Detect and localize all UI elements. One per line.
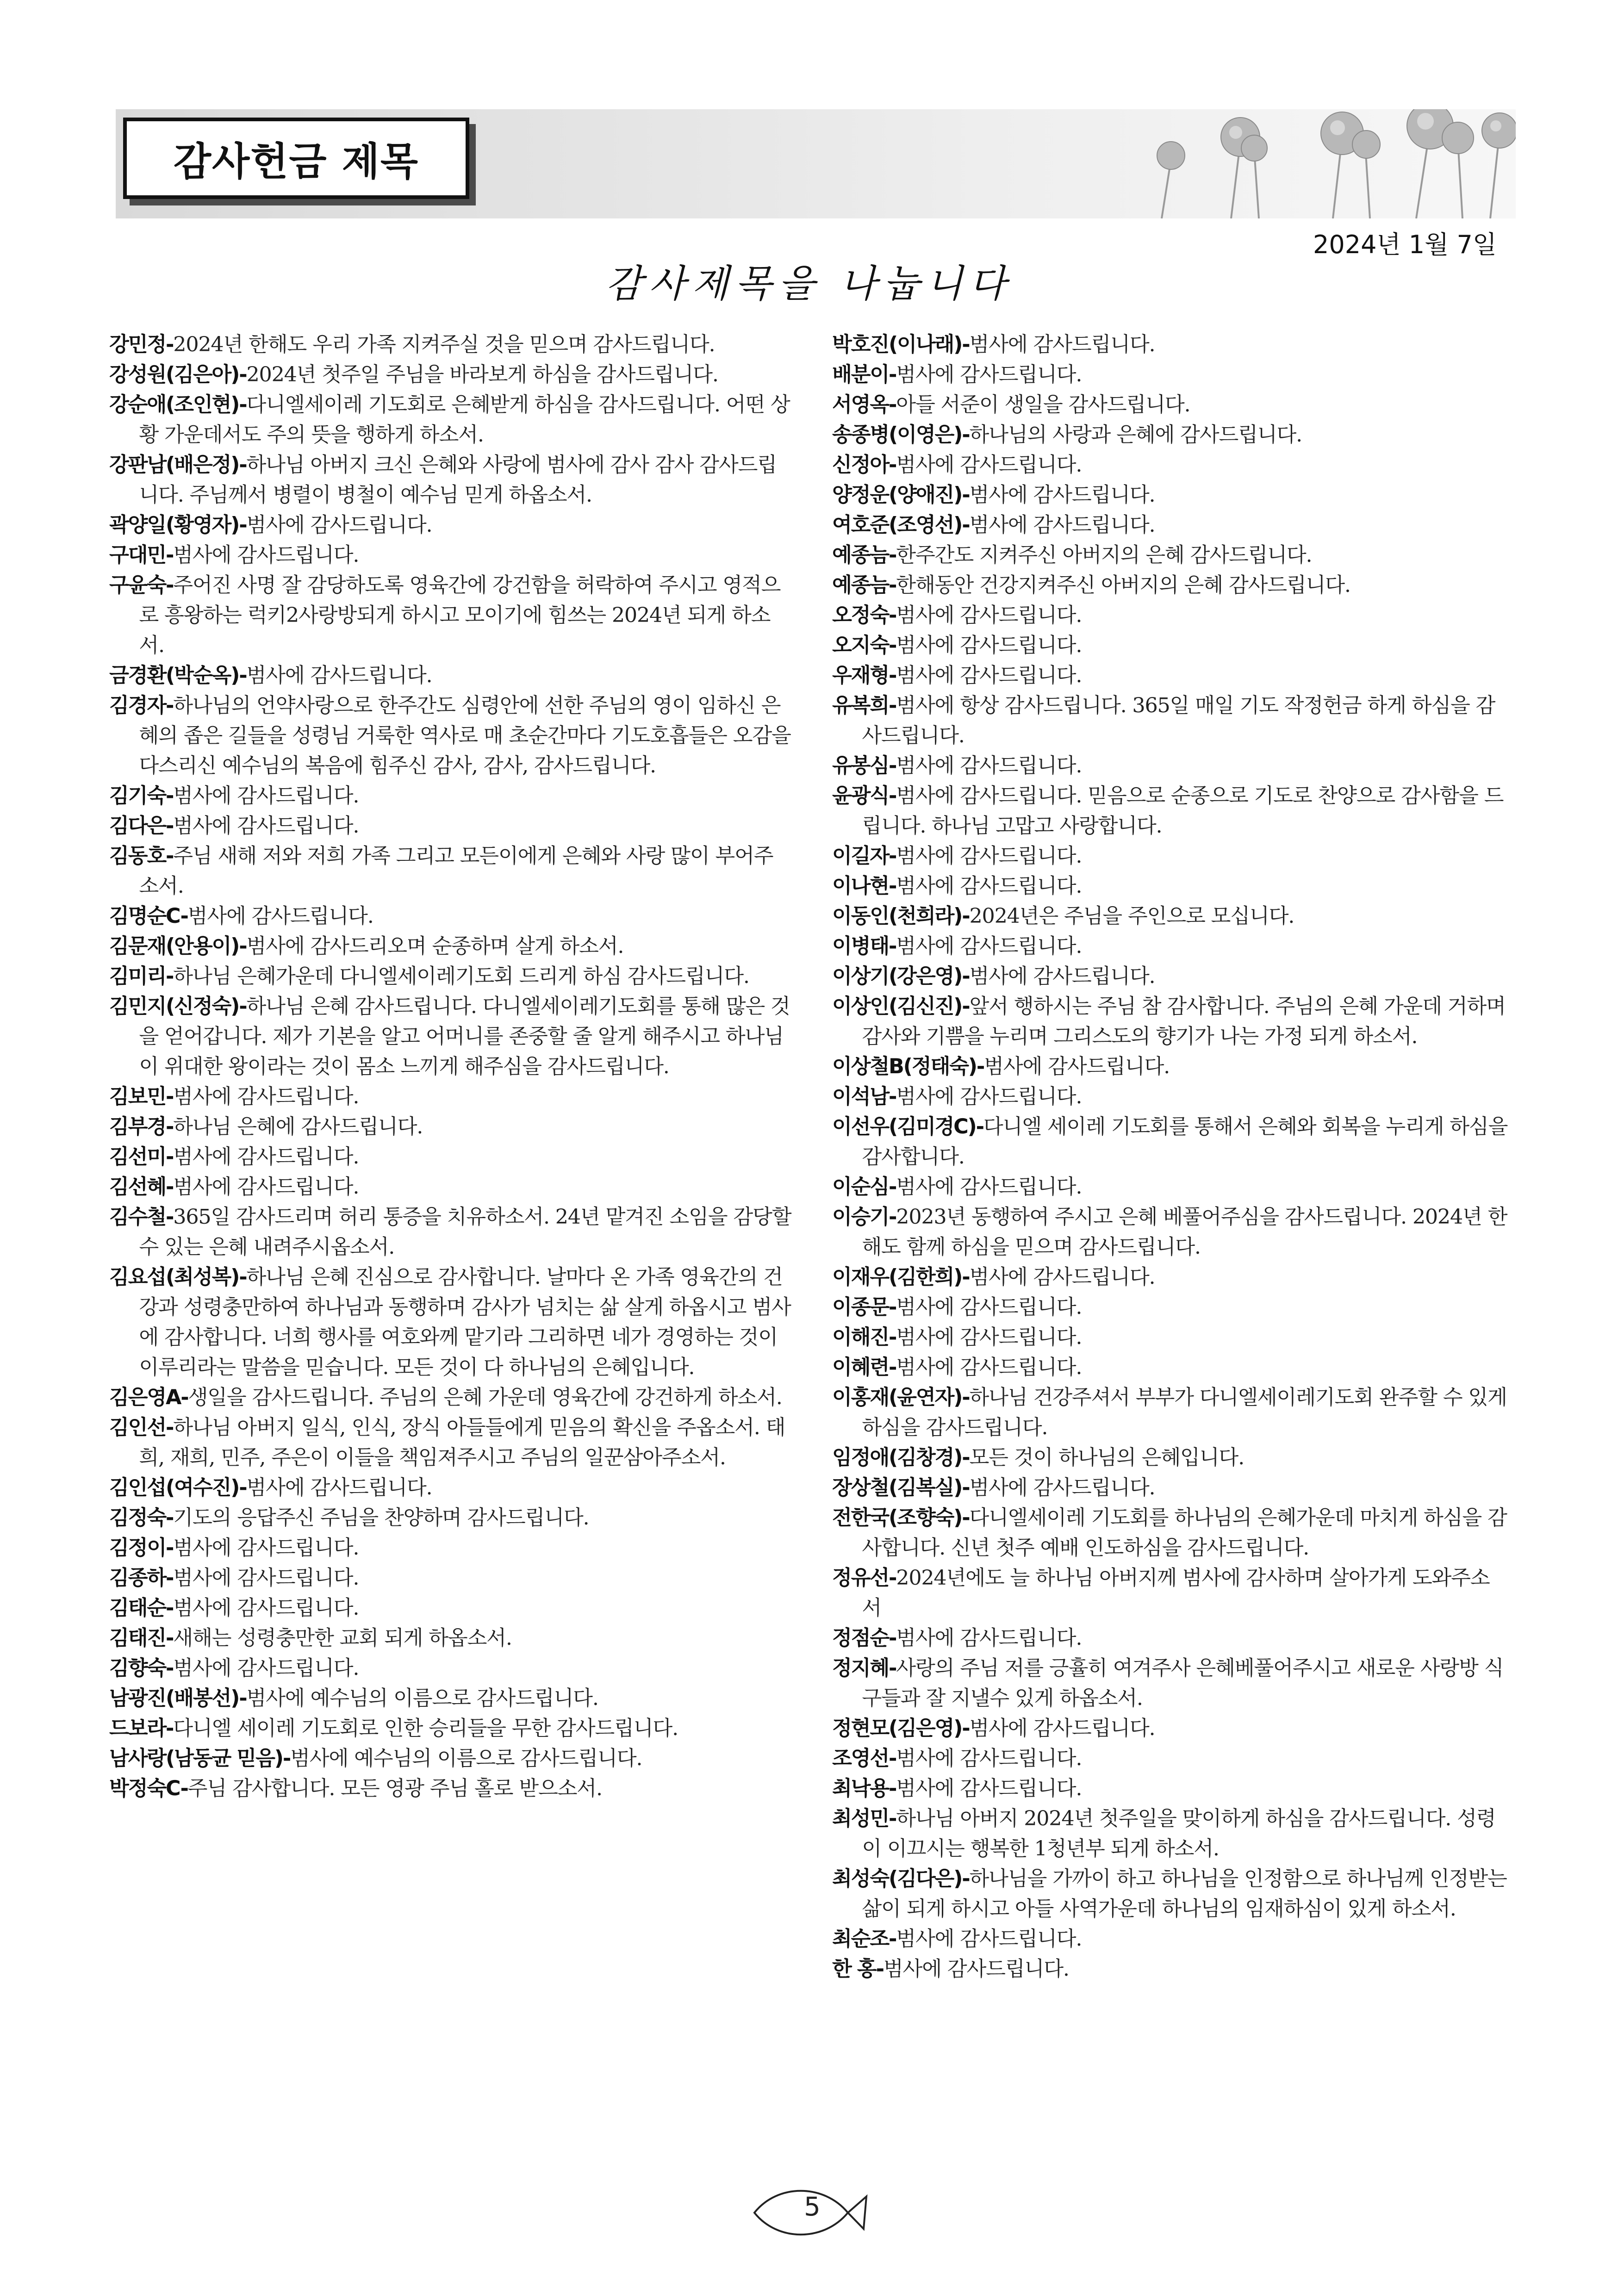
list-item [832, 360, 1508, 390]
thanksgiving-text: 주어진 사명 잘 감당하도록 영육간에 강건함을 허락하여 주시고 영적으로 흥왕하는 럭키2사랑방되게 하시고 모이기에 힘쓰는 2024년 되게 하소서. [139, 573, 781, 657]
donor-name: 이선우(김미경C)- [832, 1115, 983, 1139]
list-item [832, 1473, 1508, 1503]
donor-name: 오정숙- [832, 604, 896, 627]
thanksgiving-text: 범사에 감사드립니다. 믿음으로 순종으로 기도로 찬양으로 감사함을 드립니다. 하나님 고맙고 사랑합니다. [862, 784, 1504, 838]
donor-name: 송종병(이영은)- [832, 423, 970, 447]
list-item [832, 1443, 1508, 1473]
list-item [109, 330, 792, 360]
thanksgiving-text: 범사에 감사드립니다. [969, 483, 1155, 507]
thanksgiving-text: 범사에 감사드립니다. [173, 814, 359, 838]
thanksgiving-text: 범사에 감사드립니다. [896, 1325, 1082, 1349]
list-item [109, 1262, 792, 1382]
donor-name: 유봉심- [832, 754, 896, 778]
donor-name: 김부경- [109, 1115, 174, 1139]
list-item [109, 660, 792, 691]
list-item [109, 961, 792, 991]
list-item [109, 1743, 792, 1773]
list-item [832, 1292, 1508, 1322]
donor-name: 신정아- [832, 453, 896, 477]
thanksgiving-text: 범사에 감사드립니다. [896, 1175, 1082, 1199]
list-item [109, 901, 792, 931]
donor-name: 남광진(배봉선)- [109, 1686, 247, 1710]
donor-name: 남사랑(남동균 믿음)- [109, 1747, 291, 1770]
donor-name: 김선미- [109, 1145, 174, 1169]
donor-name: 정유선- [832, 1566, 896, 1590]
list-item [109, 1773, 792, 1804]
thanksgiving-text: 범사에 감사드립니다. [896, 1356, 1082, 1379]
list-item [109, 1172, 792, 1202]
donor-name: 구대민- [109, 543, 174, 567]
list-item [832, 1743, 1508, 1773]
thanksgiving-text: 주님 감사합니다. 모든 영광 주님 홀로 받으소서. [187, 1777, 602, 1800]
list-item [832, 390, 1508, 420]
thanksgiving-text: 앞서 행하시는 주님 참 감사합니다. 주님의 은혜 가운데 거하며 감사와 기쁨을 누리며 그리스도의 향기가 나는 가정 되게 하소서. [862, 995, 1506, 1048]
donor-name: 김태진- [109, 1626, 174, 1650]
thanksgiving-text: 범사에 감사드립니다. [173, 1536, 359, 1560]
donor-name: 강성원(김은아)- [109, 363, 247, 386]
list-item [832, 991, 1508, 1052]
list-item [832, 1262, 1508, 1292]
thanksgiving-text: 사랑의 주님 저를 긍휼히 여겨주사 은혜베풀어주시고 새로운 사랑방 식구들과 잘 지낼수 있게 하옵소서. [862, 1656, 1504, 1710]
list-item [832, 931, 1508, 961]
donor-name: 박호진(이나래)- [832, 333, 970, 356]
thanksgiving-text: 범사에 감사드립니다. [173, 1656, 359, 1680]
left-column [109, 330, 792, 1804]
thanksgiving-text: 범사에 감사드립니다. [173, 1566, 359, 1590]
thanksgiving-text: 하나님의 사랑과 은혜에 감사드립니다. [969, 423, 1302, 447]
thanksgiving-text: 하나님 은혜에 감사드립니다. [173, 1115, 423, 1139]
donor-name: 금경환(박순옥)- [109, 664, 247, 687]
list-item [832, 1112, 1508, 1172]
list-item [109, 1473, 792, 1503]
date-label: 2024년 1월 7일 [1313, 230, 1497, 259]
donor-name: 김요섭(최성복)- [109, 1265, 247, 1289]
list-item [109, 991, 792, 1082]
list-item [109, 360, 792, 390]
list-item [109, 1142, 792, 1172]
thanksgiving-text: 365일 감사드리며 허리 통증을 치유하소서. 24년 맡겨진 소임을 감당할 수 있는 은혜 내려주시옵소서. [139, 1205, 791, 1259]
donor-name: 김미리- [109, 964, 174, 988]
donor-name: 김다은- [109, 814, 174, 838]
donor-name: 김문재(안용이)- [109, 934, 247, 958]
thanksgiving-text: 아들 서준이 생일을 감사드립니다. [896, 393, 1190, 417]
donor-name: 양정운(양애진)- [832, 483, 970, 507]
list-item [832, 1623, 1508, 1653]
thanksgiving-text: 범사에 감사드립니다. [173, 784, 359, 808]
donor-name: 유복희- [832, 694, 896, 717]
list-item [832, 901, 1508, 931]
donor-name: 여호준(조영선)- [832, 513, 970, 537]
thanksgiving-text: 2024년은 주님을 주인으로 모십니다. [969, 904, 1294, 928]
thanksgiving-text: 하나님 은혜 진심으로 감사합니다. 날마다 온 가족 영육간의 건강과 성령충만하여 하나님과 동행하며 감사가 넘치는 삶 살게 하옵시고 범사에 감사합니다. 너희 행사를 여호와께 맡기라 그리하면 네가 경영하는 것이 이루리라는 말씀을 믿습니다. 모든 것이 다 하나님의 은혜입니다. [139, 1265, 791, 1379]
donor-name: 김보민- [109, 1085, 174, 1108]
donor-name: 김경자- [109, 694, 174, 717]
donor-name: 김민지(신정숙)- [109, 995, 247, 1018]
thanksgiving-text: 하나님 건강주셔서 부부가 다니엘세이레기도회 완주할 수 있게 하심을 감사드립니다. [862, 1386, 1507, 1439]
list-item [832, 1653, 1508, 1713]
list-item [832, 450, 1508, 480]
list-item [832, 600, 1508, 630]
thanksgiving-text: 하나님 아버지 일식, 인식, 장식 아들들에게 믿음의 확신을 주옵소서. 태희, 재희, 민주, 주은이 이들을 책임져주시고 주님의 일꾼삼아주소서. [139, 1416, 785, 1469]
list-item [109, 931, 792, 961]
donor-name: 윤광식- [832, 784, 896, 808]
donor-name: 임정애(김창경)- [832, 1446, 970, 1469]
donor-name: 장상철(김복실)- [832, 1476, 970, 1500]
donor-name: 김인선- [109, 1416, 174, 1439]
list-item [832, 751, 1508, 781]
list-item [832, 1864, 1508, 1924]
list-item [832, 1382, 1508, 1443]
donor-name: 정점순- [832, 1626, 896, 1650]
donor-name: 조영선- [832, 1747, 896, 1770]
donor-name: 김향숙- [109, 1656, 174, 1680]
list-item [832, 630, 1508, 660]
thanksgiving-text: 범사에 감사드립니다. [883, 1957, 1069, 1981]
thanksgiving-text: 범사에 예수님의 이름으로 감사드립니다. [290, 1747, 642, 1770]
page-title: 감사헌금 제목 [173, 138, 419, 184]
list-item [109, 1082, 792, 1112]
donor-name: 이병태- [832, 934, 896, 958]
donor-name: 예종늠- [832, 543, 896, 567]
thanksgiving-text: 2024년 한해도 우리 가족 지켜주실 것을 믿으며 감사드립니다. [173, 333, 715, 356]
list-item [109, 510, 792, 540]
thanksgiving-text: 범사에 감사드립니다. [896, 1747, 1082, 1770]
thanksgiving-text: 범사에 감사드립니다. [896, 1295, 1082, 1319]
subtitle: 감사제목을 나눕니다 [605, 262, 1013, 306]
list-item [109, 450, 792, 510]
thanksgiving-text: 범사에 항상 감사드립니다. 365일 매일 기도 작정헌금 하게 하심을 감사드립니다. [862, 694, 1495, 747]
donor-name: 이승기- [832, 1205, 896, 1229]
donor-name: 이혜련- [832, 1356, 896, 1379]
donor-name: 이상기(강은영)- [832, 964, 970, 988]
thanksgiving-text: 하나님의 언약사랑으로 한주간도 심령안에 선한 주님의 영이 임하신 은혜의 좁은 길들을 성령님 거룩한 역사로 매 초순간마다 기도호흡들은 오감을 다스리신 예수님의 복음에 힘주신 감사, 감사, 감사드립니다. [139, 694, 791, 778]
thanksgiving-text: 하나님 아버지 2024년 첫주일을 맞이하게 하심을 감사드립니다. 성령이 이끄시는 행복한 1청년부 되게 하소서. [862, 1807, 1496, 1860]
thanksgiving-text: 범사에 예수님의 이름으로 감사드립니다. [246, 1686, 598, 1710]
donor-name: 최성숙(김다은)- [832, 1867, 970, 1891]
list-item [109, 811, 792, 841]
right-column [832, 330, 1508, 1984]
donor-name: 이상인(김신진)- [832, 995, 970, 1018]
list-item [832, 1052, 1508, 1082]
list-item [832, 691, 1508, 751]
donor-name: 김은영A- [109, 1386, 188, 1409]
donor-name: 배분이- [832, 363, 896, 386]
thanksgiving-text: 범사에 감사드립니다. [173, 543, 359, 567]
thanksgiving-text: 범사에 감사드립니다. [896, 664, 1082, 687]
thanksgiving-text: 범사에 감사드립니다. [173, 1175, 359, 1199]
list-item [109, 1533, 792, 1563]
list-item [832, 1082, 1508, 1112]
list-item [832, 871, 1508, 901]
list-item [832, 510, 1508, 540]
thanksgiving-text: 2023년 동행하여 주시고 은혜 베풀어주심을 감사드립니다. 2024년 한해도 함께 하심을 믿으며 감사드립니다. [862, 1205, 1507, 1259]
donor-name: 오지숙- [832, 634, 896, 657]
thanksgiving-text: 생일을 감사드립니다. 주님의 은혜 가운데 영육간에 강건하게 하소서. [188, 1386, 782, 1409]
donor-name: 이순심- [832, 1175, 896, 1199]
list-item [832, 1954, 1508, 1984]
thanksgiving-text: 범사에 감사드립니다. [969, 333, 1155, 356]
thanksgiving-text: 범사에 감사드립니다. [896, 844, 1082, 868]
thanksgiving-text: 범사에 감사드립니다. [984, 1055, 1170, 1078]
list-item [832, 1172, 1508, 1202]
donor-name: 이길자- [832, 844, 896, 868]
donor-name: 이종문- [832, 1295, 896, 1319]
list-item [832, 781, 1508, 841]
donor-name: 김명순C- [109, 904, 188, 928]
thanksgiving-text: 범사에 감사드립니다. [969, 513, 1155, 537]
thanksgiving-text: 2024년 첫주일 주님을 바라보게 하심을 감사드립니다. [246, 363, 718, 386]
donor-name: 김동호- [109, 844, 174, 868]
list-item [109, 1593, 792, 1623]
list-item [109, 781, 792, 811]
donor-name: 김선혜- [109, 1175, 174, 1199]
thanksgiving-text: 다니엘세이레 기도회를 하나님의 은혜가운데 마치게 하심을 감사합니다. 신년 첫주 예배 인도하심을 감사드립니다. [862, 1506, 1507, 1560]
donor-name: 김종하- [109, 1566, 174, 1590]
thanksgiving-text: 모든 것이 하나님의 은혜입니다. [969, 1446, 1245, 1469]
thanksgiving-text: 범사에 감사드립니다. [896, 874, 1082, 898]
thanksgiving-text: 하나님을 가까이 하고 하나님을 인정함으로 하나님께 인정받는 삶이 되게 하시고 아들 사역가운데 하나님의 임재하심이 있게 하소서. [862, 1867, 1507, 1921]
list-item [832, 1713, 1508, 1743]
donor-name: 정지혜- [832, 1656, 896, 1680]
donor-name: 김기숙- [109, 784, 174, 808]
list-item [832, 1563, 1508, 1623]
donor-name: 최순조- [832, 1927, 896, 1951]
donor-name: 예종늠- [832, 573, 896, 597]
donor-name: 이나현- [832, 874, 896, 898]
donor-name: 김인섭(여수진)- [109, 1476, 247, 1500]
list-item [832, 1322, 1508, 1352]
donor-name: 김수철- [109, 1205, 174, 1229]
list-item [832, 1202, 1508, 1262]
thanksgiving-text: 2024년에도 늘 하나님 아버지께 범사에 감사하며 살아가게 도와주소서 [862, 1566, 1490, 1620]
list-item [832, 1924, 1508, 1954]
donor-name: 김태순- [109, 1596, 174, 1620]
thanksgiving-text: 하나님 은혜 감사드립니다. 다니엘세이레기도회를 통해 많은 것을 얻어갑니다. 제가 기본을 알고 어머니를 존중할 줄 알게 해주시고 하나님이 위대한 왕이라는 것이 몸소 느끼게 해주심을 감사드립니다. [139, 995, 790, 1078]
thanksgiving-text: 새해는 성령충만한 교회 되게 하옵소서. [173, 1626, 512, 1650]
thanksgiving-text: 범사에 감사드립니다. [896, 604, 1082, 627]
list-item [832, 420, 1508, 450]
list-item [832, 480, 1508, 510]
list-item [109, 1382, 792, 1412]
list-item [832, 1503, 1508, 1563]
donor-name: 이상철B(정태숙)- [832, 1055, 984, 1078]
thanksgiving-text: 한해동안 건강지켜주신 아버지의 은혜 감사드립니다. [896, 573, 1350, 597]
thanksgiving-text: 주님 새해 저와 저희 가족 그리고 모든이에게 은혜와 사랑 많이 부어주소서. [139, 844, 773, 898]
donor-name: 드보라- [109, 1717, 174, 1740]
donor-name: 박정숙C- [109, 1777, 188, 1800]
thanksgiving-text: 범사에 감사드립니다. [246, 1476, 432, 1500]
list-item [109, 390, 792, 450]
list-item [109, 1713, 792, 1743]
thanksgiving-text: 기도의 응답주신 주님을 찬양하며 감사드립니다. [173, 1506, 589, 1530]
donor-name: 이동인(천희라)- [832, 904, 970, 928]
list-item [832, 570, 1508, 600]
list-item [832, 1773, 1508, 1804]
thanksgiving-text: 하나님 은혜가운데 다니엘세이레기도회 드리게 하심 감사드립니다. [173, 964, 749, 988]
thanksgiving-text: 범사에 감사드립니다. [173, 1596, 359, 1620]
thanksgiving-text: 범사에 감사드리오며 순종하며 살게 하소서. [246, 934, 624, 958]
page-number: 5 [804, 2192, 821, 2222]
list-item [109, 1653, 792, 1683]
list-item [109, 1683, 792, 1713]
thanksgiving-text: 다니엘 세이레 기도회로 인한 승리들을 무한 감사드립니다. [173, 1717, 678, 1740]
donor-name: 강판남(배은정)- [109, 453, 247, 477]
thanksgiving-text: 한주간도 지켜주신 아버지의 은혜 감사드립니다. [896, 543, 1312, 567]
thanksgiving-text: 범사에 감사드립니다. [173, 1145, 359, 1169]
donor-name: 강민정- [109, 333, 174, 356]
donor-name: 강순애(조인현)- [109, 393, 247, 417]
thanksgiving-text: 범사에 감사드립니다. [246, 513, 432, 537]
thanksgiving-text: 범사에 감사드립니다. [173, 1085, 359, 1108]
donor-name: 곽양일(황영자)- [109, 513, 247, 537]
donor-name: 서영옥- [832, 393, 896, 417]
thanksgiving-text: 범사에 감사드립니다. [969, 1476, 1155, 1500]
thanksgiving-text: 범사에 감사드립니다. [896, 934, 1082, 958]
list-item [109, 841, 792, 901]
title-box [123, 118, 469, 199]
thanksgiving-text: 범사에 감사드립니다. [896, 1085, 1082, 1108]
list-item [832, 1352, 1508, 1382]
thanksgiving-text: 범사에 감사드립니다. [187, 904, 373, 928]
thanksgiving-text: 범사에 감사드립니다. [896, 363, 1082, 386]
list-item [109, 1202, 792, 1262]
thanksgiving-text: 범사에 감사드립니다. [969, 964, 1155, 988]
donor-name: 우재형- [832, 664, 896, 687]
list-item [832, 841, 1508, 871]
list-item [832, 961, 1508, 991]
thanksgiving-text: 범사에 감사드립니다. [896, 1777, 1082, 1800]
donor-name: 한 홍- [832, 1957, 884, 1981]
donor-name: 최낙용- [832, 1777, 896, 1800]
donor-name: 최성민- [832, 1807, 896, 1830]
list-item [109, 570, 792, 660]
list-item [832, 660, 1508, 691]
thanksgiving-text: 범사에 감사드립니다. [896, 1927, 1082, 1951]
thanksgiving-text: 하나님 아버지 크신 은혜와 사랑에 범사에 감사 감사 감사드립니다. 주님께서 병렬이 병철이 예수님 믿게 하옵소서. [139, 453, 777, 507]
flower-decoration-image [1092, 109, 1516, 218]
thanksgiving-text: 범사에 감사드립니다. [896, 453, 1082, 477]
list-item [109, 540, 792, 570]
list-item [109, 1503, 792, 1533]
thanksgiving-text: 범사에 감사드립니다. [896, 1626, 1082, 1650]
thanksgiving-text: 다니엘 세이레 기도회를 통해서 은혜와 회복을 누리게 하심을 감사합니다. [862, 1115, 1508, 1169]
donor-name: 김정이- [109, 1536, 174, 1560]
thanksgiving-text: 범사에 감사드립니다. [969, 1717, 1155, 1740]
list-item [832, 1804, 1508, 1864]
donor-name: 정현모(김은영)- [832, 1717, 970, 1740]
donor-name: 김정숙- [109, 1506, 174, 1530]
thanksgiving-text: 범사에 감사드립니다. [896, 634, 1082, 657]
thanksgiving-text: 범사에 감사드립니다. [896, 754, 1082, 778]
thanksgiving-text: 다니엘세이레 기도회로 은혜받게 하심을 감사드립니다. 어떤 상황 가운데서도 주의 뜻을 행하게 하소서. [139, 393, 790, 447]
list-item [832, 330, 1508, 360]
list-item [109, 1563, 792, 1593]
donor-name: 이홍재(윤연자)- [832, 1386, 970, 1409]
list-item [109, 1112, 792, 1142]
list-item [832, 540, 1508, 570]
donor-name: 이석남- [832, 1085, 896, 1108]
thanksgiving-text: 범사에 감사드립니다. [969, 1265, 1155, 1289]
list-item [109, 1623, 792, 1653]
donor-name: 구윤숙- [109, 573, 174, 597]
list-item [109, 1412, 792, 1473]
donor-name: 이재우(김한희)- [832, 1265, 970, 1289]
list-item [109, 691, 792, 781]
donor-name: 이해진- [832, 1325, 896, 1349]
thanksgiving-text: 범사에 감사드립니다. [246, 664, 432, 687]
donor-name: 전한국(조향숙)- [832, 1506, 970, 1530]
